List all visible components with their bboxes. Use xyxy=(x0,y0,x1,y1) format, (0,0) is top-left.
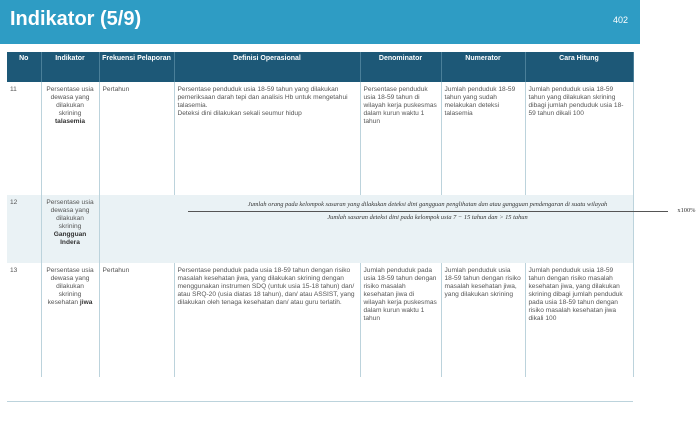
cell-cara-hitung: Jumlah penduduk usia 18-59 tahun dengan risiko masalah kesehatan jiwa, yang dilakukan skrining dibagi jumlah penduduk pada usia 18-59 tahun dengan risiko masalah kesehatan jiwa dikali 100 xyxy=(525,263,633,377)
cell-cara-hitung: Jumlah penduduk usia 18-59 tahun yang dilakukan skrining dibagi jumlah penduduk usia 18-59 tahun dikali 100 xyxy=(525,82,633,195)
cell-indikator xyxy=(41,82,99,195)
cell-indikator xyxy=(41,195,99,263)
cell-numerator: Jumlah penduduk usia 18-59 tahun dengan risiko masalah kesehatan jiwa, yang dilakukan skrining xyxy=(441,263,525,377)
indikator-text: Persentase usia dewasa yang dilakukan skrining kesehatan xyxy=(46,267,94,306)
indikator-bold-text: talasemia xyxy=(54,118,86,125)
table-row xyxy=(7,263,633,377)
indikator-text: Persentase usia dewasa yang dilakukan skrining xyxy=(46,199,94,230)
col-header-indikator: Indikator xyxy=(41,52,99,82)
cell-formula xyxy=(99,195,696,263)
table-row xyxy=(7,195,633,263)
col-header-cara-hitung: Cara Hitung xyxy=(525,52,633,82)
cell-denominator: Persentase penduduk usia 18-59 tahun di wilayah kerja puskesmas dalam kurun waktu 1 tahun xyxy=(360,82,441,195)
col-header-no: No xyxy=(7,52,41,82)
cell-definisi: Persentase penduduk usia 18-59 tahun yang dilakukan pemeriksaan darah tepi dan analisis Hb untuk mengetahui talasemia. Deteksi dini dilakukan sekali seumur hidup xyxy=(174,82,360,195)
cell-no: 13 xyxy=(7,263,41,377)
table-bottom-divider xyxy=(7,401,633,402)
cell-denominator: Jumlah penduduk pada usia 18-59 tahun dengan risiko masalah kesehatan jiwa di wilayah kerja puskesmas dalam kurun waktu 1 tahun xyxy=(360,263,441,377)
indikator-bold-text: jiwa xyxy=(79,299,93,306)
cell-numerator: Jumlah penduduk 18-59 tahun yang sudah melakukan deteksi talasemia xyxy=(441,82,525,195)
table-header-row xyxy=(7,52,633,82)
formula-denominator: Jumlah sasaran deteksi dini pada kelompok usia 7 − 15 tahun dan > 15 tahun xyxy=(327,214,528,221)
col-header-definisi: Definisi Operasional xyxy=(174,52,360,82)
formula-numerator: Jumlah orang pada kelompok sasaran yang dilakukan deteksi dini gangguan penglihatan dan atau gangguan pendengaran di suatu wilayah xyxy=(188,201,668,212)
cell-no: 11 xyxy=(7,82,41,195)
indikator-bold-text: Gangguan Indera xyxy=(53,231,87,246)
cell-frekuensi: Pertahun xyxy=(99,263,174,377)
cell-no: 12 xyxy=(7,195,41,263)
cell-indikator xyxy=(41,263,99,377)
page-number: 402 xyxy=(612,15,628,25)
col-header-numerator: Numerator xyxy=(441,52,525,82)
formula-multiplier: x100% xyxy=(677,207,696,214)
cell-frekuensi: Pertahun xyxy=(99,82,174,195)
formula xyxy=(188,201,696,222)
col-header-frekuensi: Frekuensi Pelaporan xyxy=(99,52,174,82)
page-title: Indikator (5/9) xyxy=(10,8,142,30)
indikator-text: Persentase usia dewasa yang dilakukan skrining xyxy=(46,86,94,117)
header-bar xyxy=(0,0,640,44)
col-header-denominator: Denominator xyxy=(360,52,441,82)
table-row xyxy=(7,82,633,195)
cell-definisi: Persentase penduduk pada usia 18-59 tahun dengan risiko masalah kesehatan jiwa, yang dilakukan skrining dengan menggunakan instrumen SDQ (untuk usia 15-18 tahun) dan/ atau SRQ-20 (usia diatas 18 tahun), dan/ atau ASSIST, yang dilakukan oleh tenaga kesehatan dan/ atau guru terlatih. xyxy=(174,263,360,377)
indicator-table xyxy=(7,52,696,377)
